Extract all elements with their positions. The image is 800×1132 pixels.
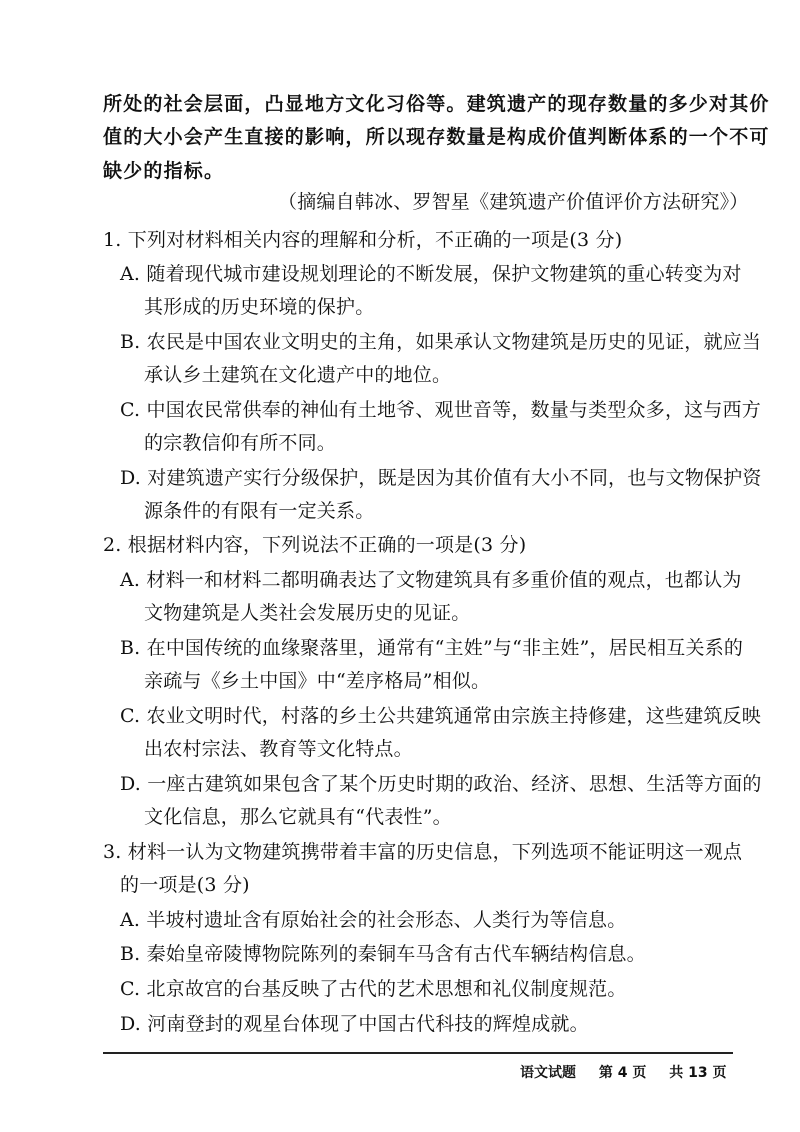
intro-line-1: 所处的社会层面，凸显地方文化习俗等。建筑遗产的现存数量的多少对其价 xyxy=(103,93,770,115)
question-3-option-a: A. 半坡村遗址含有原始社会的社会形态、人类行为等信息。 xyxy=(120,909,627,931)
intro-line-2: 值的大小会产生直接的影响，所以现存数量是构成价值判断体系的一个不可 xyxy=(103,126,770,148)
question-1-option-d-line-1: D. 对建筑遗产实行分级保护，既是因为其价值有大小不同，也与文物保护资 xyxy=(120,467,762,489)
question-1-option-a-line-1: A. 随着现代城市建设规划理论的不断发展，保护文物建筑的重心转变为对 xyxy=(120,263,742,285)
question-1-stem: 1. 下列对材料相关内容的理解和分析，不正确的一项是(3 分) xyxy=(103,229,623,251)
question-3-stem-line-2: 的一项是(3 分) xyxy=(120,874,250,896)
intro-line-3: 缺少的指标。 xyxy=(103,160,225,182)
question-3-option-c: C. 北京故宫的台基反映了古代的艺术思想和礼仪制度规范。 xyxy=(120,978,627,1000)
question-2-option-b-line-1: B. 在中国传统的血缘聚落里，通常有“主姓”与“非主姓”，居民相互关系的 xyxy=(120,637,744,659)
question-3-option-d: D. 河南登封的观星台体现了中国古代科技的辉煌成就。 xyxy=(120,1013,589,1035)
footer-subject: 语文试题 xyxy=(520,1065,576,1081)
question-1-option-d-line-2: 源条件的有限有一定关系。 xyxy=(144,500,375,522)
question-2-option-c-line-1: C. 农业文明时代，村落的乡土公共建筑通常由宗族主持修建，这些建筑反映 xyxy=(120,705,761,727)
footer-divider xyxy=(103,1052,733,1054)
question-1-option-c-line-1: C. 中国农民常供奉的神仙有土地爷、观世音等，数量与类型众多，这与西方 xyxy=(120,399,761,421)
question-2-option-c-line-2: 出农村宗法、教育等文化特点。 xyxy=(144,738,413,760)
question-2-stem: 2. 根据材料内容，下列说法不正确的一项是(3 分) xyxy=(103,534,527,556)
question-2-option-d-line-1: D. 一座古建筑如果包含了某个历史时期的政治、经济、思想、生活等方面的 xyxy=(120,773,762,795)
source-citation: （摘编自韩冰、罗智星《建筑遗产价值评价方法研究》） xyxy=(278,191,749,213)
question-1-option-c-line-2: 的宗教信仰有所不同。 xyxy=(144,432,337,454)
question-2-option-d-line-2: 文化信息，那么它就具有“代表性”。 xyxy=(144,806,452,828)
footer-page-number: 第 4 页 xyxy=(598,1065,647,1081)
footer-total-pages: 共 13 页 xyxy=(669,1065,727,1081)
question-1-option-b-line-1: B. 农民是中国农业文明史的主角，如果承认文物建筑是历史的见证，就应当 xyxy=(120,331,762,353)
question-2-option-a-line-2: 文物建筑是人类社会发展历史的见证。 xyxy=(144,602,471,624)
question-2-option-b-line-2: 亲疏与《乡土中国》中“差序格局”相似。 xyxy=(144,670,491,692)
page-footer xyxy=(520,1062,726,1082)
question-1-option-a-line-2: 其形成的历史环境的保护。 xyxy=(144,296,375,318)
question-3-stem-line-1: 3. 材料一认为文物建筑携带着丰富的历史信息，下列选项不能证明这一观点 xyxy=(103,841,743,863)
question-3-option-b: B. 秦始皇帝陵博物院陈列的秦铜车马含有古代车辆结构信息。 xyxy=(120,943,646,965)
question-1-option-b-line-2: 承认乡土建筑在文化遗产中的地位。 xyxy=(144,364,452,386)
question-2-option-a-line-1: A. 材料一和材料二都明确表达了文物建筑具有多重价值的观点，也都认为 xyxy=(120,569,742,591)
